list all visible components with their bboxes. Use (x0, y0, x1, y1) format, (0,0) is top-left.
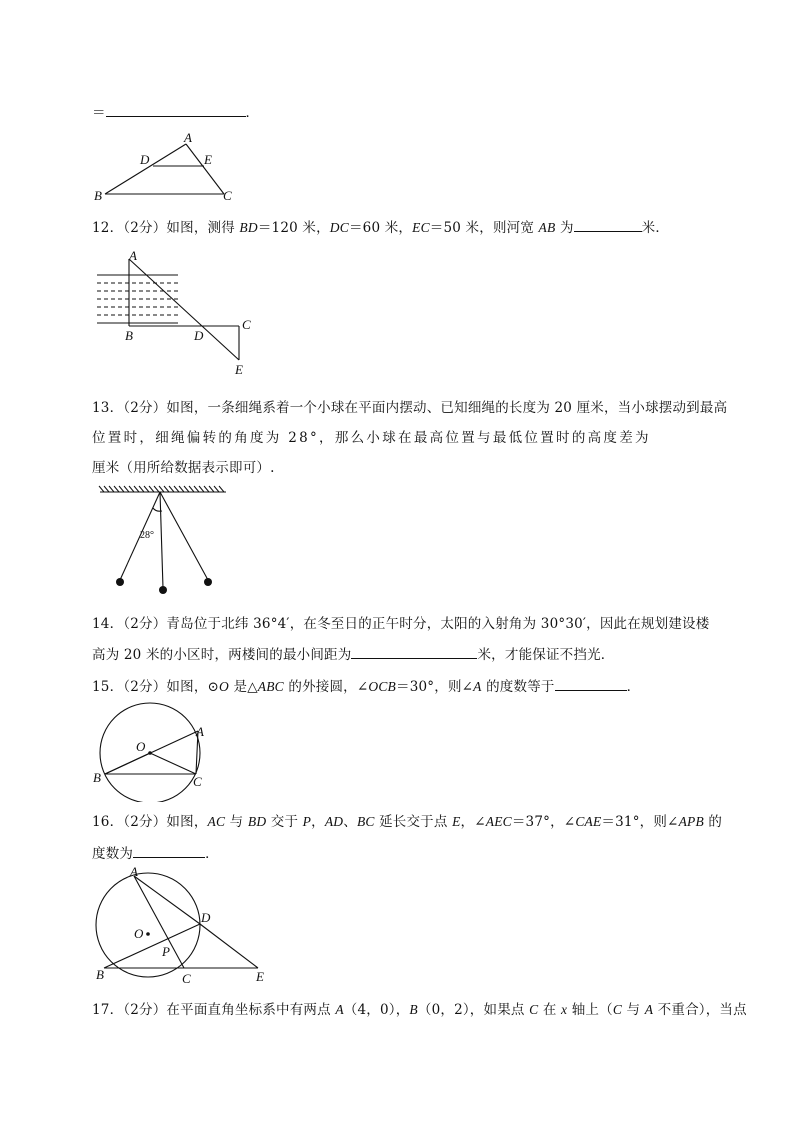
text-run: 交于 (266, 814, 303, 830)
segment-ob (105, 753, 150, 774)
hatch-mark (149, 486, 154, 492)
hatch-mark (189, 486, 194, 492)
question-13-line2: 位置时，细绳偏转的角度为 28°，那么小球在最高位置与最低位置时的高度差为 (92, 430, 651, 446)
label-c: C (193, 774, 202, 789)
label-b: B (93, 770, 101, 785)
q15-text: 是△ (229, 679, 258, 695)
math-variable: C (612, 1002, 623, 1017)
circle-o (96, 873, 200, 977)
hatch-mark (219, 486, 224, 492)
question-number: 14．（2分） (92, 616, 167, 632)
q12-text: ＝50 米，则河宽 (429, 220, 539, 236)
answer-blank (574, 217, 642, 232)
math-variable: BD (247, 814, 267, 829)
question-16 (92, 810, 722, 830)
math-variable: APB (678, 814, 704, 829)
hatch-mark (199, 486, 204, 492)
label-a: A (196, 724, 204, 739)
q12-text: 为 (555, 220, 574, 236)
center-point (146, 932, 150, 936)
q17-text (166, 1002, 746, 1018)
q15-text: ＝30°，则∠ (396, 679, 474, 695)
hatch-mark (124, 486, 129, 492)
q12-var-bd: BD (239, 220, 258, 235)
q16-text: ． (205, 846, 219, 862)
math-variable: B (409, 1002, 418, 1017)
label-d: D (140, 152, 150, 167)
figure-triangle-ade (90, 128, 250, 204)
figure-pendulum (92, 484, 232, 596)
hatch-mark (214, 486, 219, 492)
segment-ac (134, 876, 184, 968)
label-c: C (242, 317, 251, 332)
q14-text: 青岛位于北纬 36°4′，在冬至日的正午时分，太阳的入射角为 30°30′，因此在规划建设楼 (166, 616, 710, 632)
hatch-mark (139, 486, 144, 492)
hatch-mark (164, 486, 169, 492)
math-variable: AEC (485, 814, 512, 829)
label-c: C (182, 971, 191, 986)
text-run: ， (311, 814, 325, 830)
label-a: A (130, 864, 138, 879)
text-run: 不重合），当点 (653, 1002, 747, 1018)
label-d: D (194, 328, 204, 343)
label-b: B (125, 328, 133, 343)
figure-circle-intersect (90, 864, 270, 986)
label-e: E (235, 362, 243, 376)
text-run: 在平面直角坐标系中有两点 (166, 1002, 336, 1018)
hatch-mark (129, 486, 134, 492)
q15-text: 的度数等于 (481, 679, 555, 695)
text-run: ＝37°，∠ (511, 814, 576, 830)
hatch-mark (209, 486, 214, 492)
figure-river (92, 246, 262, 376)
q14-text: 米，才能保证不挡光． (477, 647, 615, 663)
question-13 (92, 396, 727, 416)
q12-text: 如图，测得 (166, 220, 240, 236)
hatch-mark (179, 486, 184, 492)
segment-oc (150, 753, 196, 774)
hatch-mark (194, 486, 199, 492)
math-variable: x (561, 1002, 568, 1017)
hatch-mark (114, 486, 119, 492)
q15-text: ． (626, 679, 641, 695)
answer-blank (351, 644, 477, 659)
q12-var-dc: DC (329, 220, 349, 235)
label-b: B (96, 967, 104, 982)
hatch-mark (144, 486, 149, 492)
text-run: 在 (538, 1002, 562, 1018)
hatch-mark (109, 486, 114, 492)
q16-text: 度数为 (92, 846, 134, 862)
center-point (148, 751, 152, 755)
string-vertical (160, 492, 163, 588)
text-run: 延长交于点 (374, 814, 453, 830)
question-number: 17．（2分） (92, 1002, 167, 1018)
answer-blank (106, 102, 246, 117)
hatch-mark (159, 486, 164, 492)
label-c: C (223, 188, 232, 203)
q12-text: 米． (641, 220, 670, 236)
label-d: D (201, 910, 211, 925)
string-right (160, 492, 208, 580)
ball-right (204, 578, 212, 586)
question-number: 13．（2分） (92, 400, 167, 416)
q12-text: ＝120 米， (257, 220, 330, 236)
math-variable: AD (324, 814, 344, 829)
q15-text: 的外接圆，∠ (283, 679, 369, 695)
question-14 (92, 612, 709, 632)
text-run: 如图， (166, 814, 208, 830)
prev-answer-line (92, 101, 259, 121)
q15-var-a: A (473, 679, 482, 694)
label-e: E (204, 152, 212, 167)
hatch-mark (134, 486, 139, 492)
segment-ae (129, 259, 239, 360)
math-variable: BC (356, 814, 375, 829)
math-variable: CAE (575, 814, 602, 829)
math-variable: P (302, 814, 312, 829)
math-variable: A (644, 1002, 654, 1017)
ceiling-hatch (99, 486, 224, 492)
hatch-mark (204, 486, 209, 492)
question-number: 16．（2分） (92, 814, 167, 830)
question-17 (92, 998, 747, 1018)
text-run: （4，0）， (343, 1002, 410, 1018)
period: ． (245, 105, 259, 121)
text-run: 与 (225, 814, 248, 830)
q15-var-abc: ABC (257, 679, 284, 694)
answer-blank (133, 843, 205, 858)
hatch-mark (104, 486, 109, 492)
label-p: P (162, 944, 170, 959)
text-run: （0，2），如果点 (417, 1002, 530, 1018)
q12-text: ＝60 米， (348, 220, 413, 236)
hatch-mark (99, 486, 104, 492)
q12-var-ec: EC (412, 220, 430, 235)
text-run: 与 (622, 1002, 645, 1018)
question-16-line2 (92, 842, 219, 862)
figure-circumcircle (90, 700, 220, 802)
label-o: O (134, 926, 144, 941)
text-run: 、 (343, 814, 357, 830)
label-a: A (129, 248, 137, 263)
answer-blank (555, 676, 627, 691)
q15-var-ocb: OCB (368, 679, 397, 694)
question-number: 12．（2分） (92, 220, 167, 236)
question-12 (92, 216, 669, 236)
math-variable: AC (207, 814, 226, 829)
math-variable: A (335, 1002, 344, 1017)
label-b: B (94, 188, 102, 203)
ball-bottom (159, 586, 167, 594)
label-e: E (256, 969, 264, 984)
text-run: 的 (703, 814, 723, 830)
hatch-mark (119, 486, 124, 492)
q12-var-ab: AB (538, 220, 556, 235)
label-a: A (184, 130, 192, 145)
math-variable: C (529, 1002, 539, 1017)
hatch-mark (174, 486, 179, 492)
segment-ad (134, 876, 200, 924)
text-run: 轴上（ (567, 1002, 613, 1018)
angle-label: 28° (140, 530, 154, 541)
hatch-mark (169, 486, 174, 492)
math-variable: E (452, 814, 461, 829)
ball-left (116, 578, 124, 586)
question-13-line3: 厘米（用所给数据表示即可）. (92, 460, 275, 476)
question-15 (92, 675, 640, 695)
q14-text: 高为 20 米的小区时，两楼间的最小间距为 (92, 647, 352, 663)
question-number: 15．（2分） (92, 679, 167, 695)
hatch-mark (184, 486, 189, 492)
question-14-line2 (92, 643, 614, 663)
hatch-mark (154, 486, 159, 492)
segment-de (200, 924, 258, 968)
equals-sign: ＝ (92, 105, 106, 121)
q15-text: 如图，⊙ (166, 679, 220, 695)
q15-var-o: O (219, 679, 229, 694)
text-run: ＝31°，则∠ (601, 814, 679, 830)
text-run: ，∠ (460, 814, 486, 830)
q16-text (166, 814, 722, 830)
label-o: O (136, 739, 146, 754)
q13-text: 如图，一条细绳系着一个小球在平面内摆动、已知细绳的长度为 20 厘米，当小球摆动到最高 (166, 400, 728, 416)
